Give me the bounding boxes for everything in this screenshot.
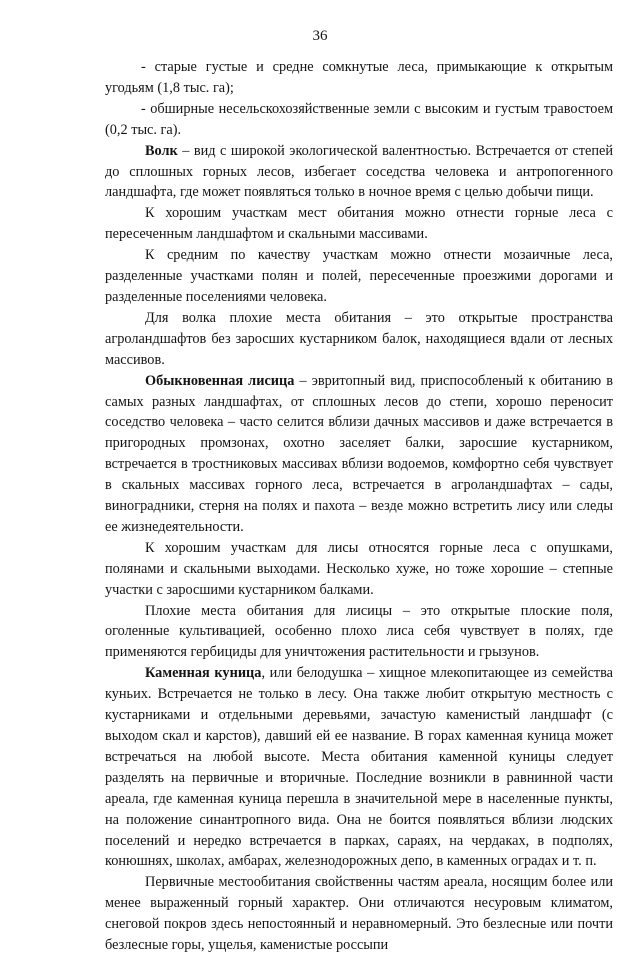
paragraph-text: – вид с широкой экологической валентностью. Встречается от степей до сплошных горных лесов, избегает соседства человека и антропогенного ландшафта, где может появляться только в ночное время с целью добычи пищи. [105, 142, 613, 201]
paragraph-fox-intro [105, 371, 613, 538]
paragraph-text: - обширные несельскохозяйственные земли с высоким и густым травостоем (0,2 тыс. га). [105, 100, 613, 138]
page-number: 36 [312, 28, 328, 44]
paragraph-marten-primary-habitat [105, 872, 613, 956]
list-item-old-forests [105, 57, 613, 99]
paragraph-marten-intro [105, 663, 613, 872]
paragraph-text: Плохие места обитания для лисицы – это открытые плоские поля, оголенные культивацией, особенно плохо лиса себя чувствует в полях, где применяются гербициды для уничтожения растительности и грызунов. [105, 602, 613, 661]
paragraph-text: Первичные местообитания свойственны частям ареала, носящим более или менее выраженный горный характер. Они отличаются несуровым климатом, снеговой покров здесь непостоянный и неравномерный. Это безлесные или почти безлесные горы, ущелья, каменистые россыпи [105, 874, 613, 954]
paragraph-wolf-intro [105, 141, 613, 204]
paragraph-text: К хорошим участкам мест обитания можно отнести горные леса с пересеченным ландшафтом и скальными массивами. [105, 205, 613, 243]
paragraph-fox-good-habitat [105, 538, 613, 601]
paragraph-text: К хорошим участкам для лисы относятся горные леса с опушками, полянами и скальными выходами. Несколько хуже, но тоже хорошие – степные участки с заросшими кустарником балками. [105, 539, 613, 598]
paragraph-text: – эвритопный вид, приспособленый к обитанию в самых разных ландшафтах, от сплошных лесов до степи, хорошо переносит соседство человека – часто селится вблизи дачных массивов и даже встречается в пригородных промзонах, охотно заселяет балки, заросшие кустарником, встречается в тростниковых массивах вблизи водоемов, комфортно себя чувствует в скальных массивах горного леса, встречается в агроландшафтах – сады, виноградники, стерня на полях и пахота – везде можно встретить лису или следы ее жизнедеятельности. [105, 372, 613, 535]
page-body [105, 57, 613, 956]
list-item-tall-grass-lands [105, 99, 613, 141]
paragraph-wolf-poor-habitat [105, 308, 613, 371]
species-term-stone-marten: Каменная куница [145, 665, 262, 682]
paragraph-text: - старые густые и средне сомкнутые леса, примыкающие к открытым угодьям (1,8 тыс. га); [105, 59, 613, 96]
species-term-wolf: Волк [145, 142, 178, 159]
paragraph-text: К средним по качеству участкам можно отнести мозаичные леса, разделенные участками полян и полей, пересеченные проезжими дорогами и разделенные поселениями человека. [105, 247, 613, 305]
species-term-fox: Обыкновенная лисица [145, 372, 295, 389]
paragraph-wolf-good-habitat [105, 203, 613, 245]
paragraph-fox-poor-habitat [105, 601, 613, 664]
paragraph-text: , или белодушка – хищное млекопитающее из семейства куньих. Встречается не только в лесу. Она также любит открытую местность с кустарниками и отдельными деревьями, зачастую каменистый ландшафт (с выходом скал и карстов), давший ей ее название. В горах каменная куница может встречаться на любой высоте. Места обитания каменной куницы следует разделять на первичные и вторичные. Последние возникли в равнинной части ареала, где каменная куница перешла в значительной мере в населенные пункты, на положение синантропного вида. Она не боится появляться вблизи людских поселений и нередко встречается в парках, сараях, на чердаках, в подполях, конюшнях, школах, амбарах, железнодорожных депо, в каменных оградах и т. п. [105, 665, 613, 870]
paragraph-wolf-medium-habitat [105, 245, 613, 308]
paragraph-text: Для волка плохие места обитания – это открытые пространства агроландшафтов без заросших кустарником балок, находящиеся вдали от лесных массивов. [105, 309, 613, 368]
